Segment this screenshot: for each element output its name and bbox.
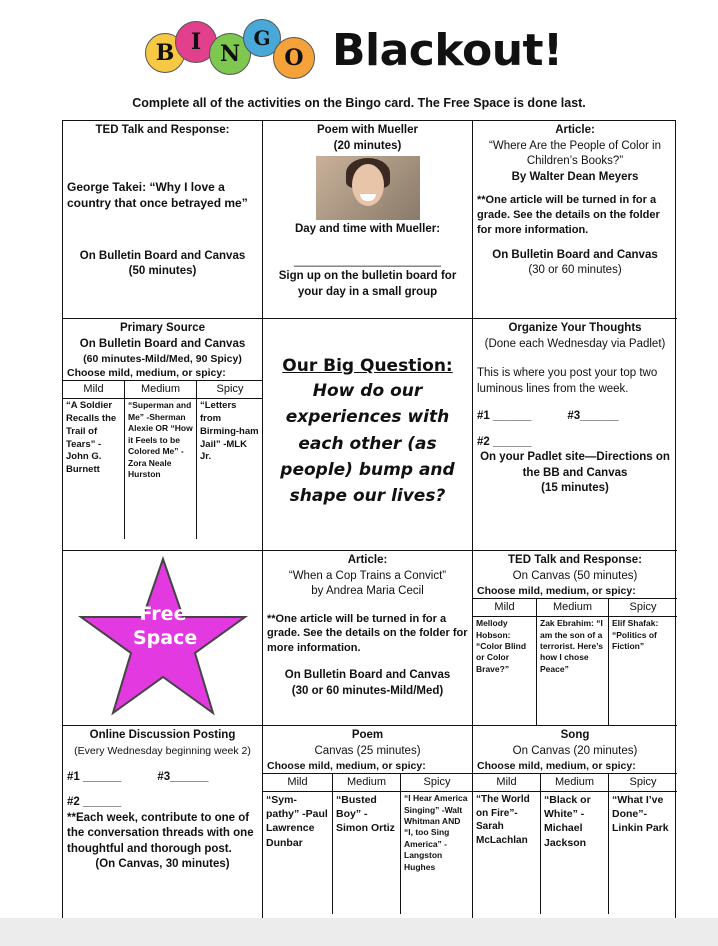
cell-sub: (Done each Wednesday via Padlet) bbox=[484, 337, 666, 350]
line-3: #3______ bbox=[567, 410, 619, 423]
option-row bbox=[473, 616, 677, 726]
cell-title: Online Discussion Posting bbox=[89, 729, 236, 741]
teacher-photo bbox=[316, 156, 420, 220]
bingo-letter: B bbox=[155, 40, 175, 66]
cell-time: (20 minutes) bbox=[333, 139, 402, 152]
header-spicy: Spicy bbox=[423, 776, 451, 789]
free-space-label bbox=[63, 603, 263, 651]
bingo-letter: N bbox=[219, 41, 241, 67]
header-medium: Medium bbox=[541, 774, 609, 791]
option-row bbox=[473, 791, 677, 914]
choose-label: Choose mild, medium, or spicy: bbox=[267, 760, 426, 773]
option-mild: “A Soldier Recalls the Trail of Tears” -John G. Burnett bbox=[63, 399, 125, 539]
free-space-text: Free Space bbox=[133, 603, 198, 649]
option-mild: “The World on Fire”- Sarah McLachlan bbox=[473, 792, 541, 914]
header-spicy: Spicy bbox=[216, 383, 244, 396]
lines-row bbox=[477, 409, 673, 425]
bingo-letter: G bbox=[253, 26, 271, 50]
free-space bbox=[63, 551, 263, 723]
option-medium: “Black or White” - Michael Jackson bbox=[541, 792, 609, 914]
option-row bbox=[263, 791, 472, 914]
option-spicy: “Letters from Birming-ham Jail” -MLK Jr. bbox=[200, 400, 259, 463]
instructions: Complete all of the activities on the Bingo card. The Free Space is done last. bbox=[132, 96, 586, 110]
cell-label: Article: bbox=[555, 124, 595, 136]
header-mild: Mild bbox=[473, 599, 537, 616]
option-headers bbox=[263, 773, 472, 791]
option-mild: “Sym-pathy” -Paul Lawrence Dunbar bbox=[263, 792, 333, 914]
header-spicy: Spicy bbox=[629, 601, 657, 614]
page-bottom-edge bbox=[0, 918, 718, 946]
cell-title: Poem with Mueller bbox=[317, 124, 418, 136]
option-spicy: “What I’ve Done”- Linkin Park bbox=[612, 794, 669, 835]
cell-title: Organize Your Thoughts bbox=[508, 322, 642, 334]
article-note: **One article will be turned in for a grade. See the details on the folder for more information. bbox=[477, 194, 660, 236]
bingo-letter: I bbox=[190, 29, 202, 55]
line-3: #3______ bbox=[157, 770, 209, 783]
signup-blank: _______________________ bbox=[293, 254, 442, 267]
cell-article-2 bbox=[263, 551, 473, 726]
bingo-ball-o bbox=[273, 37, 315, 79]
day-time-label: Day and time with Mueller: bbox=[294, 223, 441, 236]
article-author: by Andrea Maria Cecil bbox=[311, 585, 424, 598]
choose-label: Choose mild, medium, or spicy: bbox=[477, 585, 636, 598]
cell-location: On Bulletin Board and Canvas bbox=[79, 337, 246, 350]
article-note: **One article will be turned in for a grade. See the details on the folder for more information. bbox=[267, 612, 468, 655]
option-medium: “Superman and Me” -Sherman Alexie OR “How it Feels to be Colored Me” -Zora Neale Hurston bbox=[125, 399, 197, 539]
option-headers bbox=[473, 598, 677, 616]
cell-title: Primary Source bbox=[119, 322, 205, 334]
cell-body: **Each week, contribute to one of the conversation threads with one thoughtful and thorough post. bbox=[67, 811, 254, 855]
choose-label: Choose mild, medium, or spicy: bbox=[477, 760, 636, 773]
cell-ted-talk-1 bbox=[63, 121, 263, 319]
cell-title: Poem bbox=[351, 729, 384, 741]
padlet-site: On your Padlet site—Directions on the BB and Canvas bbox=[480, 451, 670, 479]
line-2: #2 ______ bbox=[67, 796, 122, 809]
line-1: #1 ______ bbox=[477, 410, 532, 423]
cell-discussion bbox=[63, 726, 263, 921]
cell-sub: (Every Wednesday beginning week 2) bbox=[74, 744, 251, 757]
option-mild: Mellody Hobson: “Color Blind or Color Brave?” bbox=[473, 617, 537, 726]
page-title: Blackout! bbox=[332, 24, 563, 76]
cell-free-space bbox=[63, 551, 263, 726]
cell-location: On Canvas (50 minutes) bbox=[512, 569, 638, 582]
cell-article-1 bbox=[473, 121, 677, 319]
option-headers bbox=[63, 380, 262, 398]
article-title: “When a Cop Trains a Convict” bbox=[288, 569, 447, 582]
option-headers bbox=[473, 773, 677, 791]
cell-label: Article: bbox=[347, 554, 388, 566]
header-medium: Medium bbox=[537, 599, 609, 616]
cell-primary-source bbox=[63, 319, 263, 551]
cell-time: (15 minutes) bbox=[541, 482, 609, 495]
cell-location: On Canvas (20 minutes) bbox=[512, 744, 638, 757]
bingo-card bbox=[62, 120, 676, 920]
cell-time: (60 minutes-Mild/Med, 90 Spicy) bbox=[83, 353, 242, 366]
bingo-letter: O bbox=[284, 45, 304, 71]
cell-location: On Bulletin Board and Canvas bbox=[79, 249, 246, 262]
option-spicy: Elif Shafak: “Politics of Fiction” bbox=[612, 618, 659, 651]
cell-poem bbox=[263, 726, 473, 921]
line-1: #1 ______ bbox=[67, 770, 122, 783]
cell-time: (30 or 60 minutes-Mild/Med) bbox=[291, 684, 444, 697]
header-medium: Medium bbox=[125, 381, 197, 398]
title-banner bbox=[145, 10, 563, 90]
cell-poem-mueller bbox=[263, 121, 473, 319]
option-medium: Zak Ebrahim: “I am the son of a terrorist. Here’s how I chose Peace” bbox=[537, 617, 609, 726]
choose-label: Choose mild, medium, or spicy: bbox=[67, 367, 226, 380]
header-medium: Medium bbox=[333, 774, 401, 791]
cell-body: This is where you post your top two luminous lines from the week. bbox=[477, 367, 658, 395]
header-spicy: Spicy bbox=[629, 776, 657, 789]
cell-time: (50 minutes) bbox=[128, 265, 197, 278]
cell-body: George Takei: “Why I love a country that once betrayed me” bbox=[67, 179, 248, 210]
line-2: #2 ______ bbox=[477, 435, 532, 448]
cell-ted-talk-2 bbox=[473, 551, 677, 726]
header-mild: Mild bbox=[263, 774, 333, 791]
big-question-text: How do our experiences with each other (as people) bump and shape our lives? bbox=[280, 380, 455, 507]
option-spicy: “I Hear America Singing” -Walt Whitman AND “I, too Sing America” -Langston Hughes bbox=[404, 793, 468, 872]
option-medium: “Busted Boy” -Simon Ortiz bbox=[333, 792, 401, 914]
header-mild: Mild bbox=[63, 381, 125, 398]
cell-time: (On Canvas, 30 minutes) bbox=[95, 858, 230, 871]
lines-row bbox=[67, 770, 258, 786]
bingo-logo bbox=[145, 11, 320, 89]
cell-big-question bbox=[263, 319, 473, 551]
article-title: “Where Are the People of Color in Children’s Books?” bbox=[489, 139, 661, 168]
big-question-label: Our Big Question: bbox=[282, 356, 453, 376]
article-author: By Walter Dean Meyers bbox=[511, 170, 639, 183]
cell-title: Song bbox=[560, 729, 590, 741]
header-mild: Mild bbox=[473, 774, 541, 791]
cell-time: (30 or 60 minutes) bbox=[528, 264, 622, 277]
cell-song bbox=[473, 726, 677, 921]
cell-location: On Bulletin Board and Canvas bbox=[284, 669, 451, 682]
cell-title: TED Talk and Response: bbox=[508, 554, 642, 566]
option-row bbox=[63, 398, 262, 539]
signup-note: Sign up on the bulletin board for your day in a small group bbox=[278, 270, 457, 298]
cell-organize bbox=[473, 319, 677, 551]
cell-title: TED Talk and Response: bbox=[95, 124, 230, 136]
cell-location: Canvas (25 minutes) bbox=[314, 744, 421, 757]
cell-location: On Bulletin Board and Canvas bbox=[492, 248, 658, 261]
